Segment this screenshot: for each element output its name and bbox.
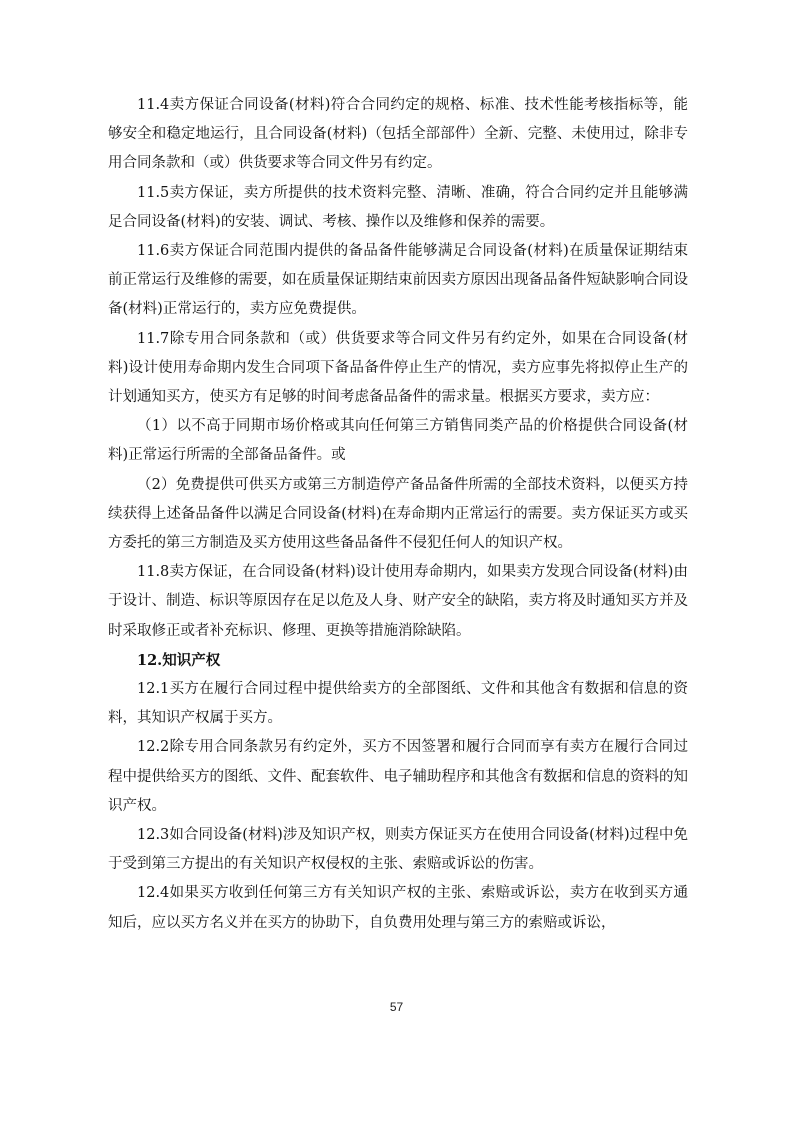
clause-12-3: 12.3如合同设备(材料)涉及知识产权，则卖方保证买方在使用合同设备(材料)过程中免于受到第三方提出的有关知识产权侵权的主张、索赔或诉讼的伤害。 bbox=[108, 827, 688, 873]
section-heading-12: 12.知识产权 bbox=[137, 651, 221, 669]
clause-11-7: 11.7除专用合同条款和（或）供货要求等合同文件另有约定外，如果在合同设备(材料)设计使用寿命期内发生合同项下备品备件停止生产的情况，卖方应事先将拟停止生产的计划通知买方，使买方有足够的时间考虑备品备件的需求量。根据买方要求，卖方应： bbox=[108, 330, 688, 406]
clause-11-8: 11.8卖方保证，在合同设备(材料)设计使用寿命期内，如果卖方发现合同设备(材料)由于设计、制造、标识等原因存在足以危及人身、财产安全的缺陷，卖方将及时通知买方并及时采取修正或者补充标识、修理、更换等措施消除缺陷。 bbox=[108, 564, 688, 639]
document-body bbox=[108, 91, 688, 938]
clause-12-2: 12.2除专用合同条款另有约定外，买方不因签署和履行合同而享有卖方在履行合同过程中提供给买方的图纸、文件、配套软件、电子辅助程序和其他含有数据和信息的资料的知识产权。 bbox=[108, 739, 688, 814]
clause-11-5: 11.5卖方保证，卖方所提供的技术资料完整、清晰、准确，符合合同约定并且能够满足合同设备(材料)的安装、调试、考核、操作以及维修和保养的需要。 bbox=[108, 184, 688, 230]
clause-11-7-item-1: （1）以不高于同期市场价格或其向任何第三方销售同类产品的价格提供合同设备(材料)正常运行所需的全部备品备件。或 bbox=[108, 418, 688, 464]
page-number: 57 bbox=[389, 1000, 404, 1014]
clause-11-7-item-2: （2）免费提供可供买方或第三方制造停产备品备件所需的全部技术资料，以便买方持续获得上述备品备件以满足合同设备(材料)在寿命期内正常运行的需要。卖方保证买方或买方委托的第三方制造及买方使用这些备品备件不侵犯任何人的知识产权。 bbox=[108, 476, 688, 552]
clause-11-6: 11.6卖方保证合同范围内提供的备品备件能够满足合同设备(材料)在质量保证期结束前正常运行及维修的需要，如在质量保证期结束前因卖方原因出现备品备件短缺影响合同设备(材料)正常运行的，卖方应免费提供。 bbox=[108, 243, 688, 318]
clause-11-4: 11.4卖方保证合同设备(材料)符合合同约定的规格、标准、技术性能考核指标等，能够安全和稳定地运行，且合同设备(材料)（包括全部部件）全新、完整、未使用过，除非专用合同条款和（或）供货要求等合同文件另有约定。 bbox=[108, 97, 688, 172]
clause-12-1: 12.1买方在履行合同过程中提供给卖方的全部图纸、文件和其他含有数据和信息的资料，其知识产权属于买方。 bbox=[108, 681, 688, 727]
clause-12-4: 12.4如果买方收到任何第三方有关知识产权的主张、索赔或诉讼，卖方在收到买方通知后，应以买方名义并在买方的协助下，自负费用处理与第三方的索赔或诉讼， bbox=[108, 885, 688, 931]
